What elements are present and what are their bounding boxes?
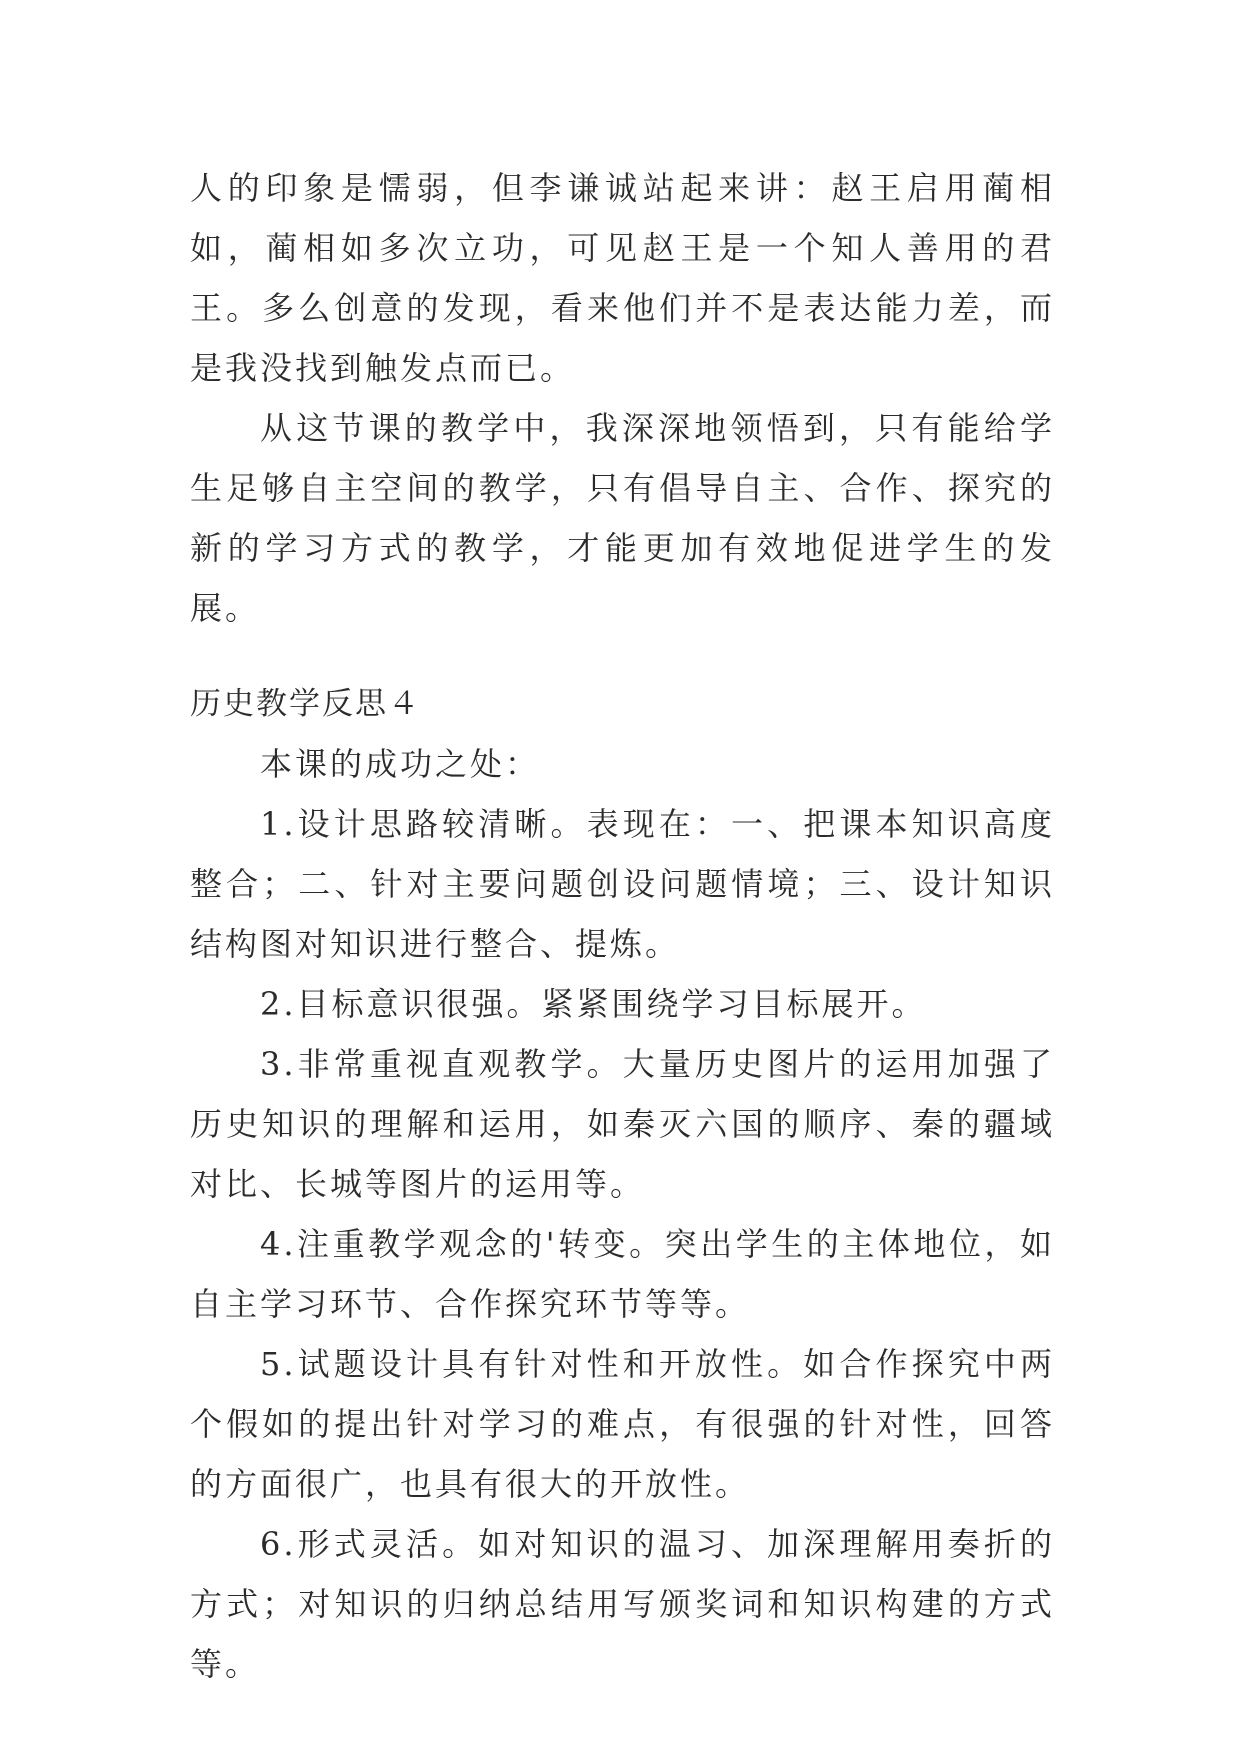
paragraph-continuation: 人的印象是懦弱，但李谦诚站起来讲：赵王启用蔺相如，蔺相如多次立功，可见赵王是一个知人善用的君王。多么创意的发现，看来他们并不是表达能力差，而是我没找到触发点而已。 [190, 169, 1055, 387]
paragraph-conclusion: 从这节课的教学中，我深深地领悟到，只有能给学生足够自主空间的教学，只有倡导自主、合作、探究的新的学习方式的教学，才能更加有效地促进学生的发展。 [190, 409, 1055, 627]
section-title: 历史教学反思４ [190, 686, 421, 722]
list-item: 6.形式灵活。如对知识的温习、加深理解用奏折的方式；对知识的归纳总结用写颁奖词和知识构建的方式等。 [190, 1525, 1055, 1683]
document-body [190, 158, 1055, 1694]
section-intro: 本课的成功之处： [260, 745, 541, 783]
list-item: 3.非常重视直观教学。大量历史图片的运用加强了历史知识的理解和运用，如秦灭六国的顺序、秦的疆域对比、长城等图片的运用等。 [190, 1045, 1055, 1203]
list-item: 1.设计思路较清晰。表现在：一、把课本知识高度整合；二、针对主要问题创设问题情境；三、设计知识结构图对知识进行整合、提炼。 [190, 805, 1055, 963]
list-item: 2.目标意识很强。紧紧围绕学习目标展开。 [260, 985, 927, 1023]
list-item: 4.注重教学观念的'转变。突出学生的主体地位，如自主学习环节、合作探究环节等等。 [190, 1225, 1055, 1323]
list-item: 5.试题设计具有针对性和开放性。如合作探究中两个假如的提出针对学习的难点，有很强的针对性，回答的方面很广，也具有很大的开放性。 [190, 1345, 1055, 1503]
